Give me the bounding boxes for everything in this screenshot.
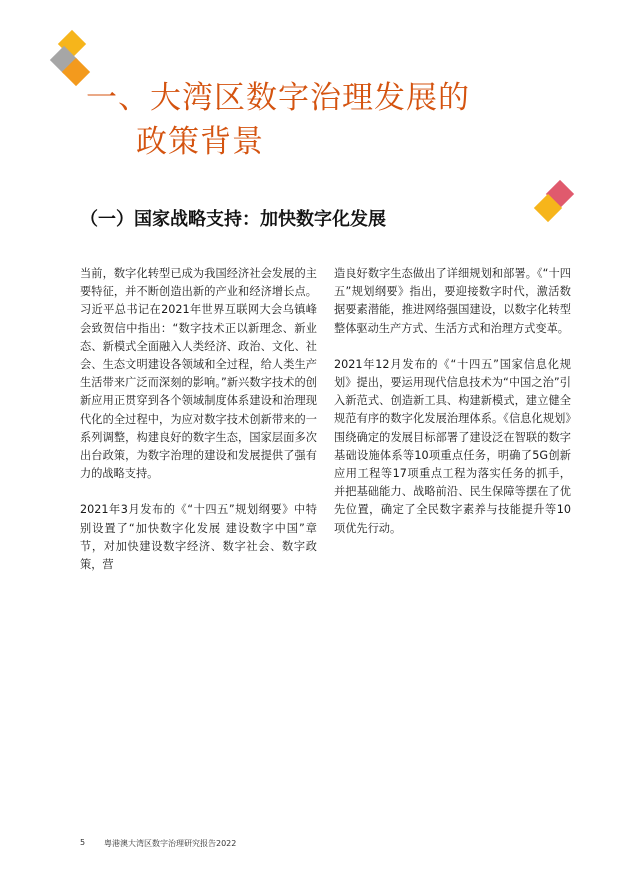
diamond-pair-icon <box>532 176 582 226</box>
footer-doc-title: 粤港澳大湾区数字治理研究报告2022 <box>104 839 237 848</box>
section-title-line2: 政策背景 <box>136 124 264 160</box>
body-paragraph: 当前，数字化转型已成为我国经济社会发展的主要特征，并不断创造出新的产业和经济增长点。习近平总书记在2021年世界互联网大会乌镇峰会致贺信中指出：“数字技术正以新理念、新业态、新模式全面融入人类经济、政治、文化、社会、生态文明建设各领域和全过程，给人类生产生活带来广泛而深刻的影响。”新兴数字技术的创新应用正贯穿到各个领域制度体系建设和治理现代化的全过程中，为应对数字技术创新带来的一系列调整，构建良好的数字生态，国家层面多次出台政策，为数字治理的建设和发展提供了强有力的战略支持。 <box>80 267 317 481</box>
page-number: 5 <box>80 838 86 847</box>
body-paragraph: 造良好数字生态做出了详细规划和部署。《“十四五”规划纲要》指出，要迎接数字时代，激活数据要素潜能，推进网络强国建设，以数字化转型整体驱动生产方式、生活方式和治理方式变革。 <box>334 267 571 335</box>
right-column <box>334 265 571 556</box>
body-paragraph: 2021年12月发布的《“十四五”国家信息化规划》提出，要运用现代信息技术为“中国之治”引入新范式、创造新工具、构建新模式，建立健全规范有序的数字化发展治理体系。《信息化规划》围绕确定的发展目标部署了建设泛在智联的数字基础设施体系等10项重点任务，明确了5G创新应用工程等17项重点工程为落实任务的抓手，并把基础能力、战略前沿、民生保障等摆在了优先位置，确定了全民数字素养与技能提升等10项优先行动。 <box>334 357 571 535</box>
section-title-line1: 一、大湾区数字治理发展的 <box>86 80 470 116</box>
body-paragraph: 2021年3月发布的《“十四五”规划纲要》中特别设置了“加快数字化发展 建设数字中国”章节，对加快建设数字经济、数字社会、数字政策，营 <box>80 503 317 572</box>
section-subtitle: （一）国家战略支持：加快数字化发展 <box>80 209 386 230</box>
left-column <box>80 265 317 592</box>
section-title <box>86 76 470 164</box>
